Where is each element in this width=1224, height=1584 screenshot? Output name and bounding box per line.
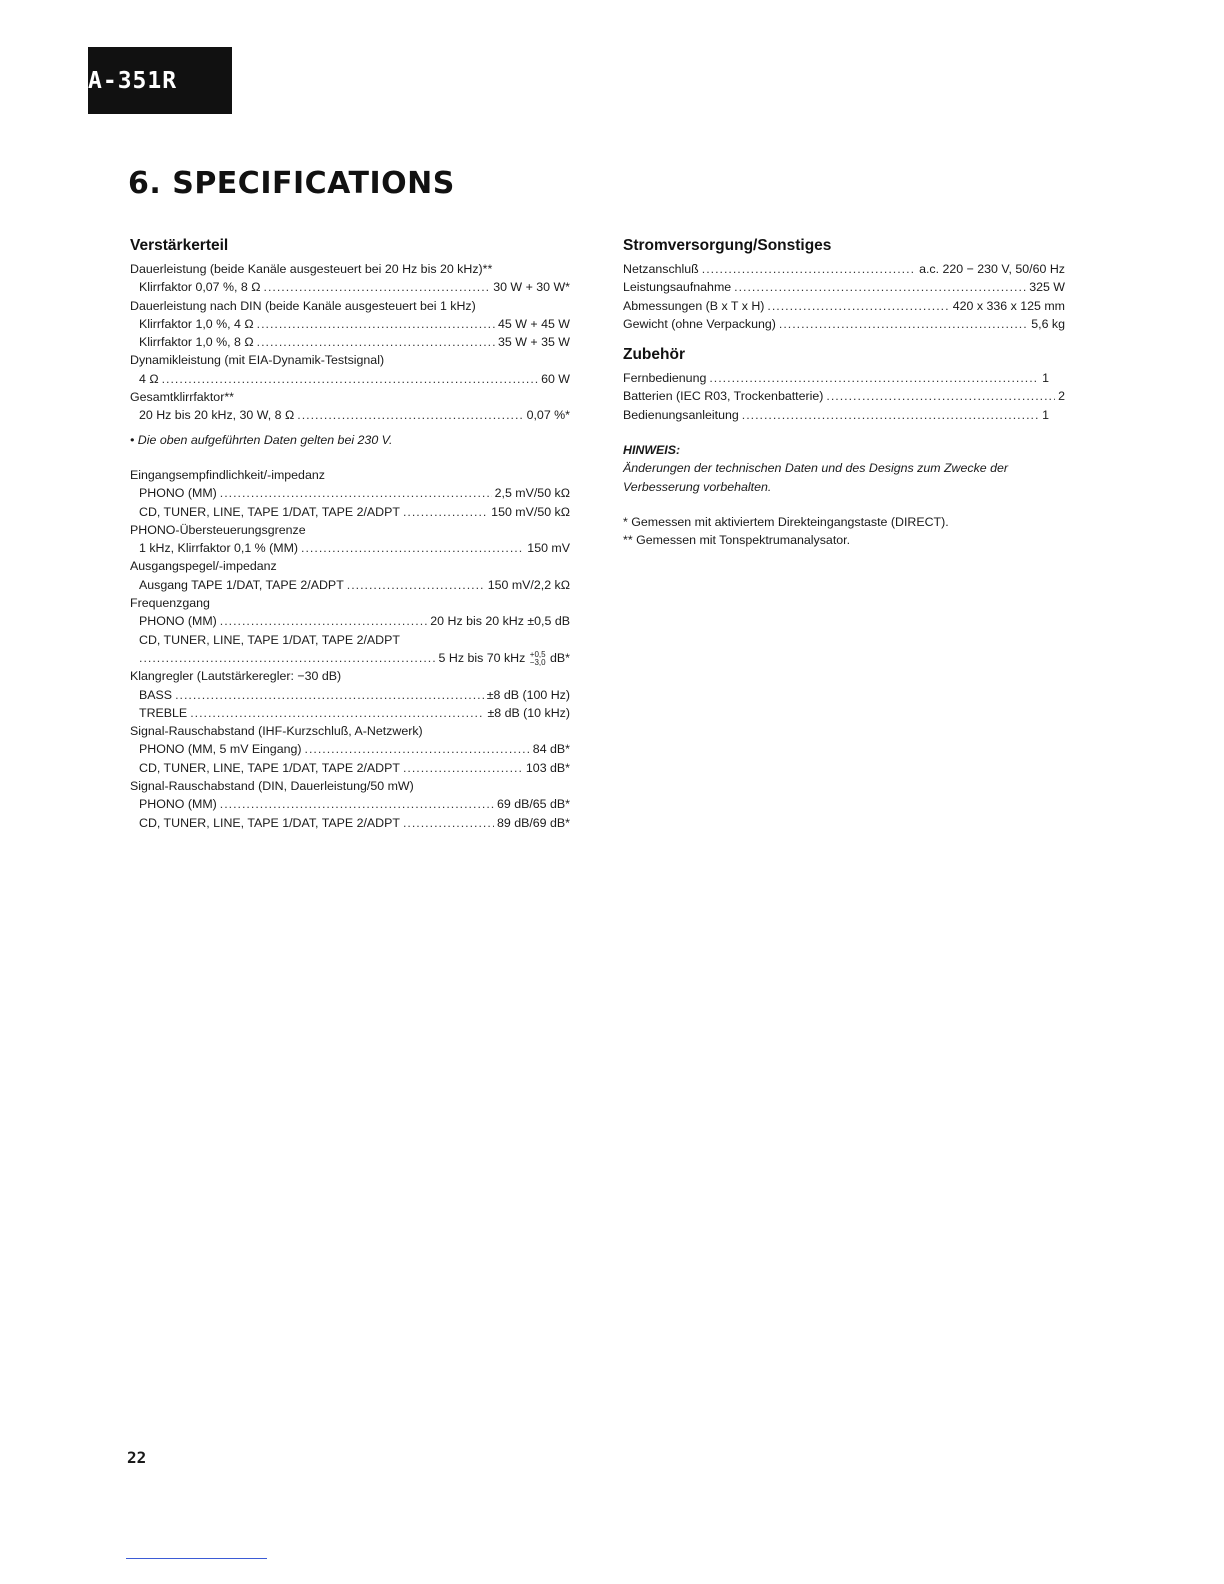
spec-value: 20 Hz bis 20 kHz ±0,5 dB xyxy=(430,614,570,629)
spec-row xyxy=(130,539,570,557)
spec-value: ±8 dB (10 kHz) xyxy=(487,705,570,720)
leader-dots xyxy=(220,795,494,813)
spec-heading: Dauerleistung (beide Kanäle ausgesteuert bei 20 Hz bis 20 kHz)** xyxy=(130,262,493,276)
spec-value: 89 dB/69 dB* xyxy=(496,815,570,830)
spec-row xyxy=(130,333,570,351)
leader-dots xyxy=(702,260,916,278)
spec-row xyxy=(130,503,570,521)
voltage-note: • Die oben aufgeführten Daten gelten bei 230 V. xyxy=(130,432,393,447)
bottom-rule xyxy=(126,1558,267,1559)
spec-heading: Gesamtklirrfaktor** xyxy=(130,390,234,405)
spec-row xyxy=(623,369,1065,387)
spec-value: 60 W xyxy=(541,371,570,386)
right-column xyxy=(623,236,1065,550)
spec-row xyxy=(130,704,570,722)
leader-dots xyxy=(305,740,530,758)
leader-dots xyxy=(403,503,488,521)
left-column xyxy=(130,236,570,832)
spec-label: CD, TUNER, LINE, TAPE 1/DAT, TAPE 2/ADPT xyxy=(139,504,400,519)
spec-label: Fernbedienung xyxy=(623,371,707,386)
leader-dots xyxy=(826,387,1055,405)
spec-value: 325 W xyxy=(1029,280,1065,295)
spec-value: 150 mV/50 kΩ xyxy=(491,504,570,519)
spec-row xyxy=(130,814,570,832)
spec-value: 420 x 336 x 125 mm xyxy=(952,298,1065,313)
leader-dots xyxy=(347,576,485,594)
spec-value: 103 dB* xyxy=(525,760,570,775)
spec-label: CD, TUNER, LINE, TAPE 1/DAT, TAPE 2/ADPT xyxy=(139,815,400,830)
leader-dots xyxy=(264,278,491,296)
spec-heading: Signal-Rauschabstand (DIN, Dauerleistung/50 mW) xyxy=(130,779,414,794)
spec-heading: Dynamikleistung (mit EIA-Dynamik-Testsignal) xyxy=(130,353,385,368)
model-badge xyxy=(88,47,232,114)
spec-label: Ausgang TAPE 1/DAT, TAPE 2/ADPT xyxy=(139,577,344,592)
spec-row xyxy=(623,260,1065,278)
page-number: 22 xyxy=(127,1448,147,1467)
spec-row xyxy=(130,649,570,667)
spec-heading: Signal-Rauschabstand (IHF-Kurzschluß, A-Netzwerk) xyxy=(130,724,423,739)
spec-heading: Ausgangspegel/-impedanz xyxy=(130,559,277,574)
leader-dots xyxy=(742,406,1039,424)
section-heading-amplifier: Verstärkerteil xyxy=(130,237,229,254)
spec-value: a.c. 220 − 230 V, 50/60 Hz xyxy=(919,262,1065,276)
freq-range: 5 Hz bis 70 kHz xyxy=(438,650,526,665)
spec-value: 0,07 %* xyxy=(526,408,570,423)
leader-dots xyxy=(220,484,492,502)
section-heading-accessories: Zubehör xyxy=(623,346,685,364)
footnote-single: * Gemessen mit aktiviertem Direkteingangstaste (DIRECT). xyxy=(623,514,949,529)
leader-dots xyxy=(297,406,523,424)
spec-row xyxy=(623,315,1065,333)
spec-label: Klirrfaktor 1,0 %, 4 Ω xyxy=(139,316,254,331)
spec-row xyxy=(130,576,570,594)
spec-row xyxy=(130,686,570,704)
spec-label: PHONO (MM) xyxy=(139,614,217,629)
spec-label: BASS xyxy=(139,687,173,702)
spec-row xyxy=(130,740,570,758)
page-title: 6. SPECIFICATIONS xyxy=(128,166,455,201)
notice-text: Verbesserung vorbehalten. xyxy=(623,479,772,494)
spec-heading: Eingangsempfindlichkeit/-impedanz xyxy=(130,467,325,482)
model-label: A-351R xyxy=(88,67,178,94)
leader-dots xyxy=(175,686,484,704)
spec-label: Leistungsaufnahme xyxy=(623,280,732,295)
spec-label: Abmessungen (B x T x H) xyxy=(623,298,765,313)
spec-row xyxy=(130,484,570,502)
leader-dots xyxy=(709,369,1039,387)
leader-dots xyxy=(162,370,538,388)
spec-heading: Klangregler (Lautstärkeregler: −30 dB) xyxy=(130,669,342,684)
spec-value: 1 xyxy=(1042,407,1049,422)
notice-text: Änderungen der technischen Daten und des Designs zum Zwecke der xyxy=(623,461,1009,476)
leader-dots xyxy=(301,539,524,557)
spec-label: Klirrfaktor 0,07 %, 8 Ω xyxy=(139,280,261,295)
section-heading-power: Stromversorgung/Sonstiges xyxy=(623,237,832,254)
tolerance-minus: −3,0 xyxy=(529,657,546,667)
spec-label: Batterien (IEC R03, Trockenbatterie) xyxy=(623,389,824,404)
spec-value: 1 xyxy=(1042,371,1049,386)
spec-heading: Frequenzgang xyxy=(130,596,210,611)
leader-dots xyxy=(767,297,949,315)
spec-row xyxy=(130,795,570,813)
spec-row xyxy=(130,406,570,424)
leader-dots xyxy=(257,333,495,351)
spec-value: 150 mV xyxy=(527,541,570,556)
spec-row xyxy=(623,406,1065,424)
freq-unit: dB* xyxy=(550,650,570,665)
spec-heading: Dauerleistung nach DIN (beide Kanäle ausgesteuert bei 1 kHz) xyxy=(130,298,476,313)
spec-value: 45 W + 45 W xyxy=(498,316,570,331)
spec-label: 1 kHz, Klirrfaktor 0,1 % (MM) xyxy=(139,541,299,556)
spec-value: 69 dB/65 dB* xyxy=(496,797,570,812)
spec-row xyxy=(623,278,1065,296)
spec-value: 35 W + 35 W xyxy=(498,335,570,350)
leader-dots xyxy=(190,704,484,722)
spec-value: 150 mV/2,2 kΩ xyxy=(487,577,570,592)
spec-label: PHONO (MM, 5 mV Eingang) xyxy=(139,742,302,757)
spec-label: 4 Ω xyxy=(139,371,159,386)
spec-label: Gewicht (ohne Verpackung) xyxy=(623,316,776,331)
tolerance-plus: +0,5 xyxy=(529,649,546,659)
leader-dots xyxy=(139,649,436,667)
spec-row xyxy=(130,315,570,333)
tolerance-stack xyxy=(530,651,546,667)
leader-dots xyxy=(403,814,494,832)
spec-row xyxy=(130,612,570,630)
spec-row xyxy=(623,297,1065,315)
spec-heading: PHONO-Übersteuerungsgrenze xyxy=(130,522,306,537)
spec-label: PHONO (MM) xyxy=(139,797,217,812)
spec-value: 30 W + 30 W* xyxy=(493,280,570,295)
spec-value xyxy=(439,649,570,667)
leader-dots xyxy=(257,315,495,333)
leader-dots xyxy=(403,759,523,777)
spec-label: 20 Hz bis 20 kHz, 30 W, 8 Ω xyxy=(139,408,295,423)
spec-label: Netzanschluß xyxy=(623,262,699,276)
spec-value: 84 dB* xyxy=(532,742,570,757)
leader-dots xyxy=(220,612,427,630)
leader-dots xyxy=(734,278,1026,296)
spec-row xyxy=(130,370,570,388)
spec-label: TREBLE xyxy=(139,705,188,720)
footnote-double: ** Gemessen mit Tonspektrumanalysator. xyxy=(623,533,851,548)
spec-label: CD, TUNER, LINE, TAPE 1/DAT, TAPE 2/ADPT xyxy=(139,760,400,775)
spec-row xyxy=(130,759,570,777)
spec-row xyxy=(130,278,570,296)
spec-label: CD, TUNER, LINE, TAPE 1/DAT, TAPE 2/ADPT xyxy=(139,632,400,647)
spec-value: 2,5 mV/50 kΩ xyxy=(494,486,570,501)
spec-label: Klirrfaktor 1,0 %, 8 Ω xyxy=(139,335,254,350)
spec-value: 5,6 kg xyxy=(1031,316,1065,331)
spec-label: Bedienungsanleitung xyxy=(623,407,739,422)
notice-heading: HINWEIS: xyxy=(623,443,681,458)
spec-value: 2 xyxy=(1058,389,1065,404)
spec-label: PHONO (MM) xyxy=(139,486,217,501)
spec-row xyxy=(623,387,1065,405)
leader-dots xyxy=(779,315,1028,333)
spec-value: ±8 dB (100 Hz) xyxy=(486,687,570,702)
